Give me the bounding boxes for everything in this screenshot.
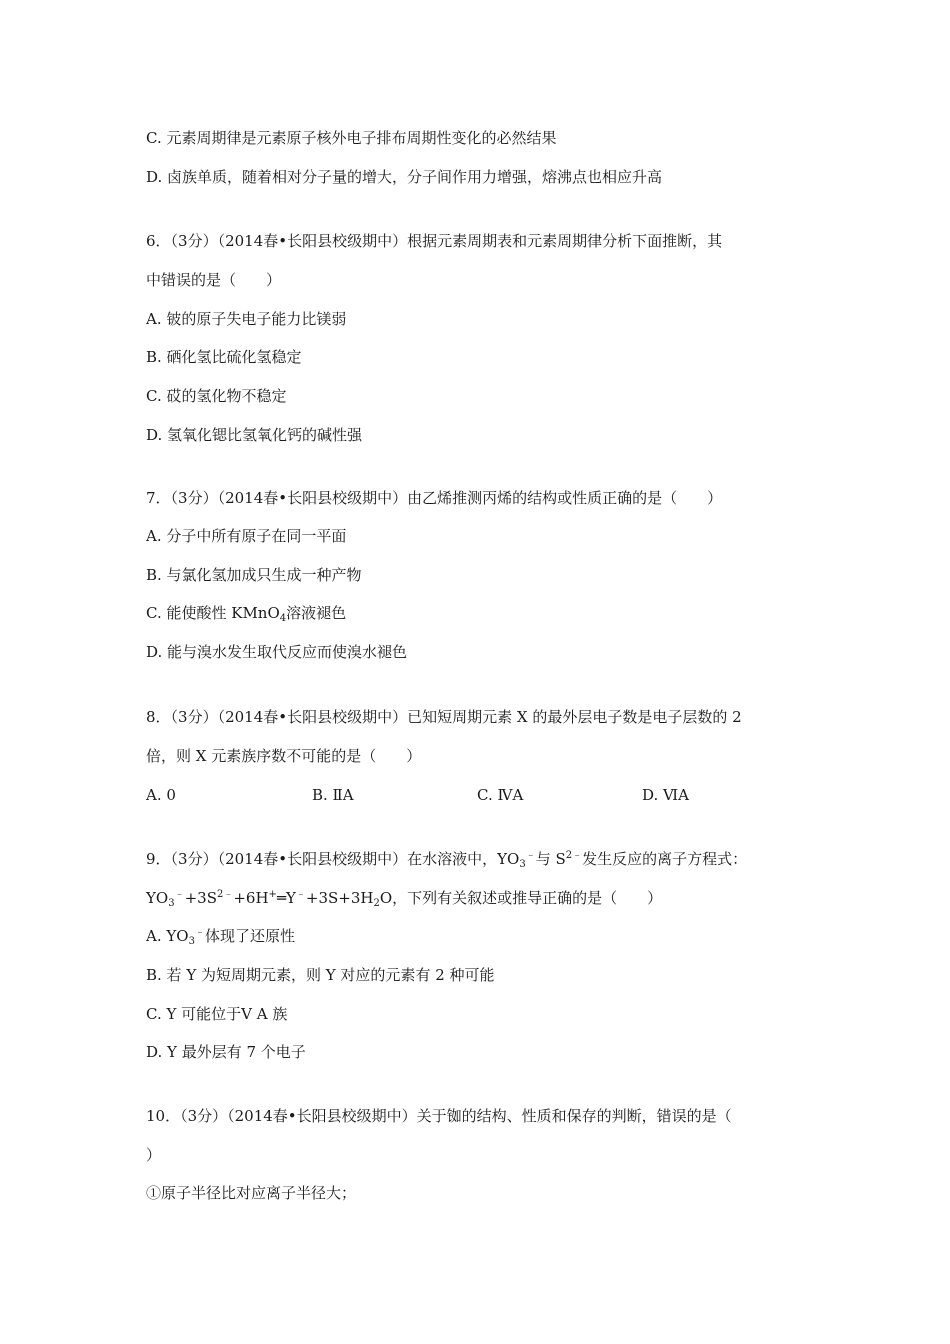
q7-option-a: A. 分子中所有原子在同一平面 bbox=[146, 527, 347, 545]
q9-option-c: C. Y 可能位于Ⅴ A 族 bbox=[146, 1005, 288, 1023]
q6-option-d: D. 氢氧化锶比氢氧化钙的碱性强 bbox=[146, 426, 363, 444]
q7-option-d: D. 能与溴水发生取代反应而使溴水褪色 bbox=[146, 643, 408, 661]
q8-option-a: A. 0 bbox=[146, 786, 176, 804]
q7-option-b: B. 与氯化氢加成只生成一种产物 bbox=[146, 566, 362, 584]
q6-option-a: A. 铍的原子失电子能力比镁弱 bbox=[146, 310, 347, 328]
q8-stem-line2: 倍，则 X 元素族序数不可能的是（ ） bbox=[146, 747, 422, 765]
q9-option-a: A. $YO_3^﹣$体现了还原性 bbox=[146, 927, 295, 947]
q6-option-c: C. 砹的氢化物不稳定 bbox=[146, 387, 287, 405]
q9-stem-line1: 9．（3分）（2014春•长阳县校级期中）在水溶液中，$YO_3^﹣$与 $S^{2﹣}$发生反应的离子方程式： bbox=[146, 850, 748, 870]
q5-option-d: D. 卤族单质，随着相对分子量的增大，分子间作用力增强，熔沸点也相应升高 bbox=[146, 168, 663, 186]
q7-option-c: C. 能使酸性 KMnO$_4$溶液褪色 bbox=[146, 604, 347, 624]
q8-option-d: D. ⅥA bbox=[642, 786, 689, 804]
q8-option-b: B. ⅡA bbox=[312, 786, 354, 804]
q9-equation-line: $YO_3^﹣+3S^{2﹣}+6H^+═Y^﹣+3S+3H_2O$，下列有关叙述或推导正确的是（ ） bbox=[146, 889, 663, 909]
q8-stem-line1: 8．（3分）（2014春•长阳县校级期中）已知短周期元素 X 的最外层电子数是电子层数的 2 bbox=[146, 708, 742, 726]
q6-option-b: B. 硒化氢比硫化氢稳定 bbox=[146, 348, 302, 366]
q10-stem-line1: 10．（3分）（2014春•长阳县校级期中）关于铷的结构、性质和保存的判断，错误的是（ bbox=[146, 1107, 732, 1125]
q9-option-d: D. Y 最外层有 7 个电子 bbox=[146, 1043, 306, 1061]
q10-item-1: ①原子半径比对应离子半径大； bbox=[146, 1184, 357, 1202]
q8-option-c: C. ⅣA bbox=[477, 786, 524, 804]
q7-stem: 7．（3分）（2014春•长阳县校级期中）由乙烯推测丙烯的结构或性质正确的是（ ） bbox=[146, 489, 723, 507]
q5-option-c: C. 元素周期律是元素原子核外电子排布周期性变化的必然结果 bbox=[146, 129, 557, 147]
q6-stem-line2: 中错误的是（ ） bbox=[146, 271, 282, 289]
q6-stem-line1: 6．（3分）（2014春•长阳县校级期中）根据元素周期表和元素周期律分析下面推断，其 bbox=[146, 232, 723, 250]
q9-option-b: B. 若 Y 为短周期元素，则 Y 对应的元素有 2 种可能 bbox=[146, 966, 495, 984]
q10-stem-line2: ） bbox=[146, 1146, 162, 1164]
